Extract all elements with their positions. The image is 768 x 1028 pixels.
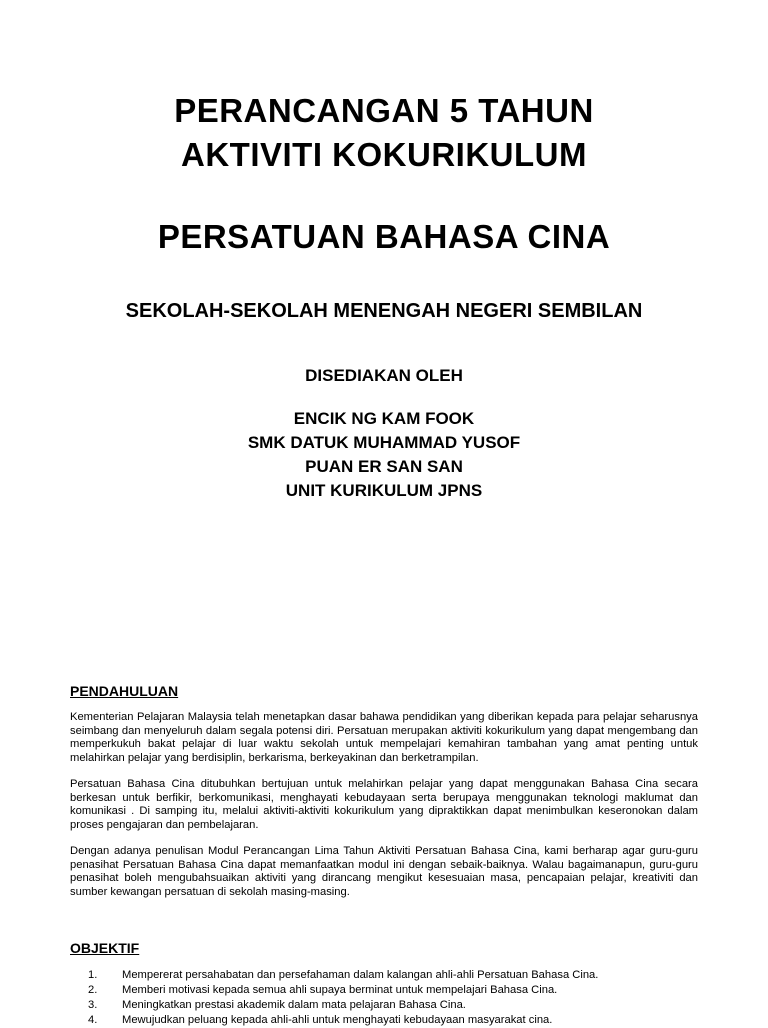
paragraph: Persatuan Bahasa Cina ditubuhkan bertujuan untuk melahirkan pelajar yang dapat menggunakan Bahasa Cina secara berkesan untuk berfikir, berkomunikasi, menghayati kebudayaan serta berupaya menggunakan teknologi maklumat dan komunikasi . Di samping itu, melalui aktiviti-aktiviti kokurikulum yang dipraktikkan dapat menimbulkan keseronokan dalam proses pengajaran dan pembelajaran.: [70, 778, 698, 831]
list-item-number: 1.: [88, 969, 98, 981]
title-line-1: PERANCANGAN 5 TAHUN: [174, 92, 594, 129]
objective-list: [70, 968, 710, 1028]
paragraph: Dengan adanya penulisan Modul Perancangan Lima Tahun Aktiviti Persatuan Bahasa Cina, kami berharap agar guru-guru penasihat Persatuan Bahasa Cina dapat memanfaatkan modul ini dengan sebaik-baiknya. Walau bagaimanapun, guru-guru penasihat boleh mengubahsuaikan aktiviti yang dirancang mengikut kesesuaian masa, pencapaian pelajar, kreativiti dan sumber kewangan persatuan di sekolah masing-masing.: [70, 845, 698, 898]
list-item-text: Mewujudkan peluang kepada ahli-ahli untuk menghayati kebudayaan masyarakat cina.: [122, 1014, 553, 1026]
author-line: PUAN ER SAN SAN: [305, 457, 463, 476]
title-line-2: AKTIVITI KOKURIKULUM: [181, 136, 587, 173]
section-heading-pendahuluan: PENDAHULUAN: [70, 683, 179, 699]
prepared-by-label: DISEDIAKAN OLEH: [305, 366, 463, 385]
list-item-number: 4.: [88, 1014, 98, 1026]
list-item-number: 2.: [88, 984, 98, 996]
section-heading-objektif: OBJEKTIF: [70, 940, 140, 956]
list-item-number: 3.: [88, 999, 98, 1011]
list-item: [70, 998, 710, 1013]
subtitle: SEKOLAH-SEKOLAH MENENGAH NEGERI SEMBILAN: [125, 300, 643, 322]
list-item-text: Meningkatkan prestasi akademik dalam mata pelajaran Bahasa Cina.: [122, 999, 466, 1011]
list-item: [70, 983, 710, 998]
list-item: [70, 1013, 710, 1028]
author-line: SMK DATUK MUHAMMAD YUSOF: [247, 433, 521, 452]
list-item: [70, 968, 710, 983]
paragraph: Kementerian Pelajaran Malaysia telah menetapkan dasar bahawa pendidikan yang diberikan kepada para pelajar seharusnya seimbang dan menyeluruh dalam segala potensi diri. Persatuan merupakan aktiviti kokurikulum yang dapat mengembang dan memperkukuh bakat pelajar di luar waktu sekolah untuk mempelajari kemahiran tambahan yang amat penting untuk melahirkan pelajar yang berdisiplin, berkarisma, berkeyakinan dan berketrampilan.: [70, 711, 698, 764]
author-line: ENCIK NG KAM FOOK: [293, 409, 475, 428]
author-line: UNIT KURIKULUM JPNS: [285, 481, 483, 500]
title-line-3: PERSATUAN BAHASA CINA: [157, 218, 611, 255]
list-item-text: Mempererat persahabatan dan persefahaman dalam kalangan ahli-ahli Persatuan Bahasa Cina.: [122, 969, 599, 981]
list-item-text: Memberi motivasi kepada semua ahli supaya berminat untuk mempelajari Bahasa Cina.: [122, 984, 558, 996]
